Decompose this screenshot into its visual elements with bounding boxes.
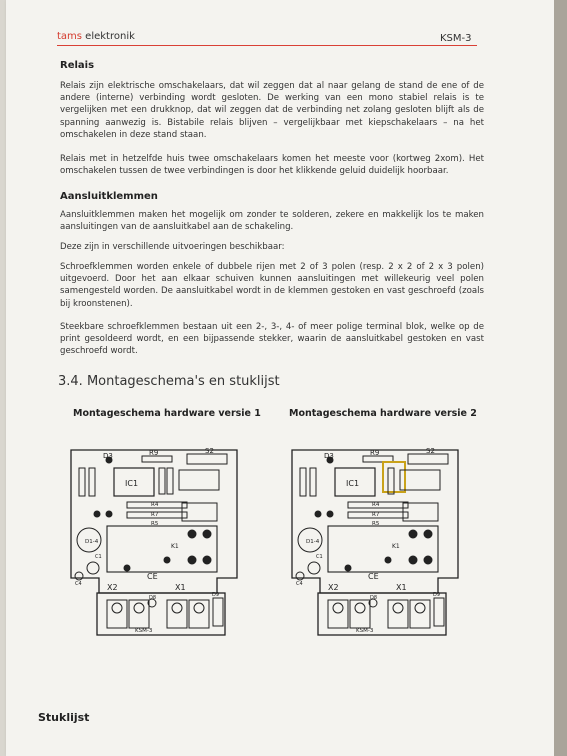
svg-text:D9: D9 <box>433 592 441 598</box>
section-title: 3.4. Montageschema's en stuklijst <box>58 374 280 389</box>
relay-k1 <box>328 526 438 572</box>
svg-text:D8: D8 <box>149 595 157 601</box>
page-edge-shadow <box>554 0 567 756</box>
svg-text:KSM-3: KSM-3 <box>135 628 153 634</box>
svg-text:D3: D3 <box>103 452 113 460</box>
svg-text:K1: K1 <box>171 543 179 550</box>
svg-text:X1: X1 <box>396 583 407 592</box>
svg-text:R4: R4 <box>372 502 380 508</box>
paragraph-relais-1: Relais zijn elektrische omschakelaars, dat wil zeggen dat al naar gelang de stand de ene of de andere (interne) verbinding wordt gesloten. De werking van een mono stabiel relais is te vergelijken met een drukknop, dat wil zeggen dat de verbinding net zolang gesloten blijft als de spanning aanwezig is. Bistabile relais blijven – vergelijkbaar met kiepschakelaars – na het omschakelen in deze stand staan. <box>60 81 484 140</box>
svg-text:R4: R4 <box>151 502 159 508</box>
heading-relais: Relais <box>60 60 95 71</box>
svg-text:C4: C4 <box>296 581 303 587</box>
svg-text:S2: S2 <box>426 448 435 455</box>
svg-text:C1: C1 <box>95 554 102 560</box>
svg-text:S2: S2 <box>205 448 214 455</box>
svg-text:KSM-3: KSM-3 <box>356 628 374 634</box>
switch-s2 <box>408 454 448 464</box>
figure-title-v2: Montageschema hardware versie 2 <box>289 408 477 419</box>
paragraph-aansluit-3: Schroefklemmen worden enkele of dubbele rijen met 2 of 3 polen (resp. 2 x 2 of 2 x 3 polen) uitgevoerd. Door het aan elkaar schuiven kunnen aansluitingen met willekeurig veel polen samengesteld worden. De aansluitkabel wordt in de klemmen gestoken en vast geschroefd (zoals bij kroonstenen). <box>60 262 484 309</box>
svg-text:X2: X2 <box>328 583 339 592</box>
switch-s2 <box>187 454 227 464</box>
paragraph-aansluit-4: Steekbare schroefklemmen bestaan uit een 2-, 3-, 4- of meer polige terminal blok, welke op de print gesoldeerd wordt, en een bijpassende stekker, waarin de aansluitkabel gestoken en vast geschroefd wordt. <box>60 322 484 357</box>
svg-text:R5: R5 <box>372 521 380 527</box>
svg-text:C1: C1 <box>316 554 323 560</box>
svg-text:D9: D9 <box>212 592 220 598</box>
svg-text:D1-4: D1-4 <box>85 539 99 545</box>
pcb-layout-v2 <box>288 448 468 648</box>
svg-text:X2: X2 <box>107 583 118 592</box>
svg-text:R9: R9 <box>149 449 159 457</box>
terminal-area <box>97 593 225 635</box>
svg-text:D3: D3 <box>324 452 334 460</box>
figure-title-v1: Montageschema hardware versie 1 <box>73 408 261 419</box>
svg-text:R9: R9 <box>370 449 380 457</box>
svg-text:R7: R7 <box>151 512 159 518</box>
paragraph-relais-2: Relais met in hetzelfde huis twee omschakelaars komen het meeste voor (kortweg 2xom). Het omschakelen tussen de twee verbindingen is door het klikkende geluid duidelijk hoorbaar. <box>60 154 484 177</box>
svg-text:R7: R7 <box>372 512 380 518</box>
svg-text:D1-4: D1-4 <box>306 539 320 545</box>
relay-k1 <box>107 526 217 572</box>
svg-text:CE: CE <box>368 572 379 581</box>
svg-text:CE: CE <box>147 572 158 581</box>
heading-aansluitklemmen: Aansluitklemmen <box>60 191 158 202</box>
svg-text:IC1: IC1 <box>125 479 139 488</box>
terminal-area <box>318 593 446 635</box>
header-rule <box>57 45 477 46</box>
svg-text:IC1: IC1 <box>346 479 360 488</box>
svg-text:R5: R5 <box>151 521 159 527</box>
brand-logo: tams elektronik <box>57 31 135 42</box>
svg-text:D8: D8 <box>370 595 378 601</box>
svg-text:C4: C4 <box>75 581 82 587</box>
paragraph-aansluit-2: Deze zijn in verschillende uitvoeringen beschikbaar: <box>60 242 285 252</box>
pcb-layout-v1 <box>67 448 247 648</box>
document-code: KSM-3 <box>440 33 472 44</box>
heading-stuklijst: Stuklijst <box>38 711 90 724</box>
svg-text:X1: X1 <box>175 583 186 592</box>
svg-text:K1: K1 <box>392 543 400 550</box>
paragraph-aansluit-1: Aansluitklemmen maken het mogelijk om zonder te solderen, zekere en makkelijk los te maken aansluitingen van de aansluitkabel aan de schakeling. <box>60 210 484 233</box>
